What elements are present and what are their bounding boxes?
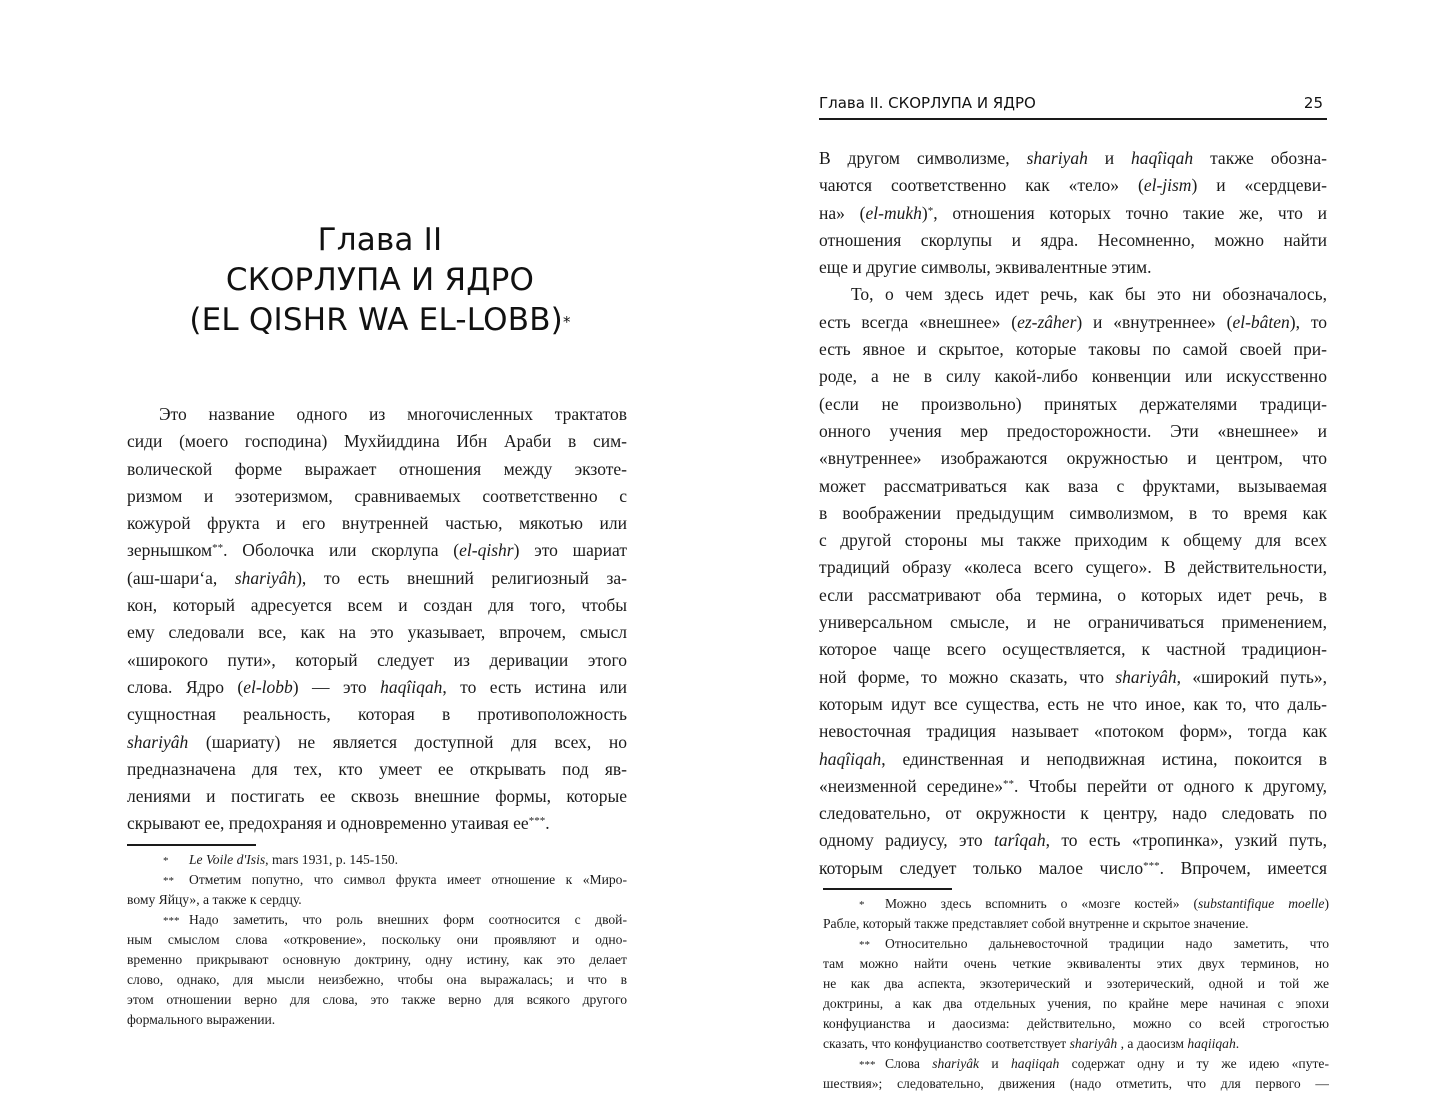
footnote-divider xyxy=(823,888,952,890)
italic-term: shariyah xyxy=(1026,148,1088,168)
italic-term: substantifique moelle xyxy=(1197,896,1325,911)
text-run: ) это шариат xyxy=(513,540,627,561)
italic-term: Le Voile d'Isis xyxy=(189,852,266,867)
italic-term: el-mukh xyxy=(865,202,922,223)
text-line xyxy=(127,729,627,756)
text-line xyxy=(819,827,1327,854)
text-run: также обозна- xyxy=(1193,148,1327,168)
text-run: «широкого пути», который следует из деривации этого xyxy=(127,649,627,670)
text-line xyxy=(819,418,1327,445)
text-line xyxy=(819,609,1327,636)
text-run: ) xyxy=(1324,896,1329,911)
running-head xyxy=(819,92,1327,116)
text-run: невосточная традиция называет «потоком форм», тогда как xyxy=(819,721,1327,742)
italic-term: shariyâh xyxy=(127,731,189,752)
footnote-line xyxy=(823,974,1329,994)
text-line xyxy=(819,309,1327,336)
italic-term: ez-zâher xyxy=(1017,311,1077,332)
text-run: , «широкий путь», xyxy=(1176,666,1327,687)
italic-term: haqiiqah xyxy=(1011,1056,1060,1071)
footnote-line xyxy=(823,994,1329,1014)
text-line xyxy=(819,773,1327,800)
text-run: Слова xyxy=(885,1056,933,1071)
footnote-line xyxy=(823,1074,1329,1094)
text-run: традиций образу «колеса всего сущего». В действительности, xyxy=(819,557,1327,578)
footnote-line xyxy=(823,894,1329,914)
text-line xyxy=(127,647,627,674)
text-run: , mars 1931, p. 145-150. xyxy=(265,852,399,867)
text-line xyxy=(819,800,1327,827)
text-run: на» ( xyxy=(819,202,866,223)
italic-term: el-qishr xyxy=(459,540,514,561)
text-run: , то есть «тропинка», узкий путь, xyxy=(1045,830,1327,851)
text-run: . xyxy=(1235,1036,1240,1051)
text-line xyxy=(127,483,627,510)
text-run: (аш-шари‘а, xyxy=(127,567,235,588)
text-run: ным смыслом слова «откровение», поскольку они проявляют и одно- xyxy=(127,932,627,947)
text-run: чаются соответственно как «тело» ( xyxy=(819,175,1144,196)
text-run: универсальном смысле, и не ограничиваться применением, xyxy=(819,612,1327,633)
text-run: которым идут все существа, есть не что иное, как то, что даль- xyxy=(819,693,1327,714)
text-run: отношения скорлупы и ядра. Несомненно, можно найти xyxy=(819,229,1327,250)
left-page xyxy=(0,0,722,1066)
text-run: и xyxy=(979,1056,1011,1071)
text-run: Рабле, который также представляет собой внутренне и скрытое значение. xyxy=(823,916,1249,931)
text-run: Относительно дальневосточной традиции надо заметить, что xyxy=(885,936,1329,951)
footnotes xyxy=(823,894,1329,1094)
text-line xyxy=(127,428,627,455)
text-run: с другой стороны мы также приходим к общему для всех xyxy=(819,530,1327,551)
text-line xyxy=(127,674,627,701)
italic-term: shariyâk xyxy=(932,1056,980,1071)
footnote xyxy=(823,1054,1329,1094)
text-line xyxy=(819,554,1327,581)
footnote xyxy=(823,934,1329,1054)
right-page xyxy=(722,0,1445,1091)
running-head-rule xyxy=(819,118,1327,120)
text-run: лениями и постигать ее сквозь внешние формы, которые xyxy=(127,786,627,807)
text-run: зернышком xyxy=(127,540,213,561)
text-run: , отношения которых точно такие же, что и xyxy=(933,202,1327,223)
text-run: может рассматриваться как ваза с фруктами, вызываемая xyxy=(819,475,1327,496)
footnote-mark: *** xyxy=(859,1059,876,1071)
footnote-reference: ** xyxy=(212,542,224,555)
italic-term: shariyâh xyxy=(1115,666,1177,687)
text-run: , единственная и неподвижная истина, покоится в xyxy=(881,748,1327,769)
footnote-line xyxy=(127,970,627,990)
text-run: ) и «внутреннее» ( xyxy=(1076,311,1233,332)
footnote-line xyxy=(823,1014,1329,1034)
text-run: и xyxy=(1087,148,1131,168)
italic-term: el-bâten xyxy=(1232,311,1290,332)
body-text xyxy=(819,145,1327,882)
text-run: ), то есть внешний религиозный за- xyxy=(296,567,627,588)
text-run: слово, однако, для мысли неизбежно, чтобы она выражалась; и что в xyxy=(127,972,627,987)
text-run: конфуцианства и даосизма: действительно, можно со всей строгостью xyxy=(823,1016,1329,1031)
body-text xyxy=(127,401,627,838)
text-line xyxy=(819,227,1327,254)
text-run: «внутреннее» изображаются окружностью и центром, что xyxy=(819,448,1327,469)
text-line xyxy=(127,592,627,619)
text-run: ) xyxy=(921,202,928,223)
footnote xyxy=(127,870,627,910)
text-line xyxy=(819,636,1327,663)
text-run: скрывают ее, предохраняя и одновременно утаивая ее xyxy=(127,813,529,834)
footnote-line xyxy=(127,870,627,890)
footnote-line xyxy=(127,910,627,930)
footnote-mark: * xyxy=(859,899,865,911)
text-run: , а даосизм xyxy=(1117,1036,1188,1051)
footnote-line xyxy=(823,934,1329,954)
text-run: онного учения мер предосторожности. Эти «внешнее» и xyxy=(819,420,1327,441)
text-line xyxy=(127,565,627,592)
text-line xyxy=(819,582,1327,609)
text-run: Надо заметить, что роль внешних форм соотносится с двой- xyxy=(189,912,627,927)
text-run: одному радиусу, это xyxy=(819,830,995,851)
text-line xyxy=(819,336,1327,363)
text-line xyxy=(819,473,1327,500)
italic-term: haqîiqah xyxy=(380,676,443,697)
text-run: не как два аспекта, экзотерический и эзотерический, одной и той же xyxy=(823,976,1329,991)
text-line xyxy=(819,172,1327,199)
text-run: в воображении предыдущим символизмом, в то время как xyxy=(819,502,1327,523)
text-run: кон, который адресуется всем и создан для того, чтобы xyxy=(127,595,627,616)
text-run: ) — это xyxy=(292,676,381,697)
footnote-divider xyxy=(127,844,256,846)
text-run: сущностная реальность, которая в противоположность xyxy=(127,704,627,725)
page-number: 25 xyxy=(1303,94,1323,112)
text-run: ) и «сердцеви- xyxy=(1191,175,1327,196)
text-run: этом отношении верно для слова, это также верно для всякого другого xyxy=(127,992,627,1007)
italic-term: haqîiqah xyxy=(819,748,882,769)
text-run: (шариату) не является доступной для всех, но xyxy=(188,731,627,752)
text-run: предназначена для тех, кто умеет ее открывать под яв- xyxy=(127,758,627,779)
text-run: «неизменной середине» xyxy=(819,775,1003,796)
text-run: содержат одну и ту же идею «путе- xyxy=(1059,1056,1329,1071)
italic-term: el-jism xyxy=(1143,175,1192,196)
footnote-line xyxy=(127,950,627,970)
text-line xyxy=(819,145,1327,172)
chapter-title: СКОРЛУПА И ЯДРО xyxy=(225,262,535,298)
italic-term: shariyâh xyxy=(234,567,297,588)
text-run: . xyxy=(545,813,550,834)
italic-term: haqiiqah xyxy=(1187,1036,1236,1051)
footnote-line xyxy=(127,930,627,950)
footnote-line xyxy=(823,954,1329,974)
footnote-reference: ** xyxy=(1003,777,1014,790)
text-line xyxy=(819,445,1327,472)
text-line xyxy=(819,200,1327,227)
text-run: еще и другие символы, эквивалентные этим. xyxy=(819,257,1152,278)
text-run: . Чтобы перейти от одного к другому, xyxy=(1014,775,1327,796)
text-line xyxy=(819,718,1327,745)
text-run: кожурой фрукта и его внутренней частью, мякотью или xyxy=(127,513,627,534)
text-run: ризмом и эзотеризмом, сравниваемых соответственно с xyxy=(127,485,627,506)
footnote-line xyxy=(823,1034,1329,1054)
text-line xyxy=(819,855,1327,882)
italic-term: shariyâh xyxy=(1069,1036,1118,1051)
text-run: если рассматривают оба термина, о которых идет речь, в xyxy=(819,584,1327,605)
chapter-label: Глава II xyxy=(317,222,443,258)
text-line xyxy=(819,254,1327,281)
text-run: следовательно, от окружности к центру, надо следовать по xyxy=(819,803,1327,824)
text-line xyxy=(819,691,1327,718)
text-run: есть всегда «внешнее» ( xyxy=(819,311,1018,332)
italic-term: haqîiqah xyxy=(1130,148,1194,168)
text-line xyxy=(819,363,1327,390)
chapter-heading xyxy=(130,220,630,340)
text-run: , то есть истина или xyxy=(442,676,627,697)
running-head-title: Глава II. СКОРЛУПА И ЯДРО xyxy=(819,94,1036,112)
text-line xyxy=(127,510,627,537)
text-run: временно прикрывают основную доктрину, одну истину, как это делает xyxy=(127,952,627,967)
chapter-subtitle xyxy=(130,300,630,340)
text-line xyxy=(819,746,1327,773)
footnote xyxy=(127,850,627,870)
text-run: ной форме, то можно сказать, что xyxy=(819,666,1116,687)
text-run: слова. Ядро ( xyxy=(127,676,244,697)
text-run: Отметим попутно, что символ фрукта имеет отношение к «Миро- xyxy=(189,872,627,887)
text-run: . Оболочка или скорлупа ( xyxy=(223,540,460,561)
footnote-reference: *** xyxy=(528,815,546,828)
text-run: сказать, что конфуцианство соответствует xyxy=(823,1036,1070,1051)
text-run: есть явное и скрытое, которые таковы по самой своей при- xyxy=(819,339,1327,360)
text-run: То, о чем здесь идет речь, как бы это ни обозначалось, xyxy=(851,284,1327,305)
text-line xyxy=(819,391,1327,418)
text-run: В другом символизме, xyxy=(819,148,1027,168)
text-run: роде, а не в силу какой-либо конвенции или искусственно xyxy=(819,366,1327,387)
footnote-line xyxy=(127,1010,627,1030)
text-line xyxy=(819,527,1327,554)
text-run: сиди (моего господина) Мухйиддина Ибн Араби в сим- xyxy=(127,431,627,452)
text-run: доктрины, а как два отдельных учения, по крайне мере начиная с эпохи xyxy=(823,996,1329,1011)
text-run: Можно здесь вспомнить о «мозге костей» ( xyxy=(885,896,1198,911)
footnote-line xyxy=(127,990,627,1010)
footnote-line xyxy=(823,1054,1329,1074)
text-line xyxy=(127,810,627,837)
text-run: волической форме выражает отношения между экзоте- xyxy=(127,458,627,479)
text-run: . Впрочем, имеется xyxy=(1159,857,1327,878)
text-run: которым следует только малое число xyxy=(819,857,1144,878)
text-line xyxy=(819,281,1327,308)
text-run: которое чаще всего осуществляется, к частной традицион- xyxy=(819,639,1327,660)
footnote-mark: *** xyxy=(163,915,180,927)
footnote-mark: * xyxy=(163,855,169,867)
italic-term: el-lobb xyxy=(243,676,293,697)
footnote-marker: * xyxy=(562,313,571,331)
text-run: там можно найти очень четкие эквиваленты этих двух терминов, но xyxy=(823,956,1329,971)
text-line xyxy=(127,701,627,728)
text-line xyxy=(127,756,627,783)
italic-term: tarîqah xyxy=(994,830,1046,851)
footnote xyxy=(127,910,627,1030)
footnote-mark: ** xyxy=(163,875,174,887)
text-line xyxy=(127,456,627,483)
footnotes xyxy=(127,850,627,1030)
text-run: ему следовали все, как на это указывает, впрочем, смысл xyxy=(127,622,627,643)
text-line xyxy=(819,500,1327,527)
footnote-mark: ** xyxy=(859,939,870,951)
text-line xyxy=(127,783,627,810)
footnote-line xyxy=(127,890,627,910)
text-run: Это название одного из многочисленных трактатов xyxy=(159,404,627,424)
footnote-reference: *** xyxy=(1143,859,1160,872)
footnote-reference: * xyxy=(927,204,934,217)
text-run: (если не произвольно) принятых держателями традици- xyxy=(819,393,1327,414)
text-run: вому Яйцу», а также к сердцу. xyxy=(127,892,302,907)
footnote xyxy=(823,894,1329,934)
text-run: ), то xyxy=(1289,311,1327,332)
footnote-line xyxy=(127,850,627,870)
chapter-subtitle-text: (EL QISHR WA EL-LOBB) xyxy=(189,302,563,338)
text-line xyxy=(819,664,1327,691)
text-line xyxy=(127,401,627,428)
text-run: шествия»; следовательно, движения (надо отметить, что для первого — xyxy=(823,1076,1329,1091)
text-line xyxy=(127,537,627,564)
text-run: формального выражении. xyxy=(127,1012,276,1027)
footnote-line xyxy=(823,914,1329,934)
text-line xyxy=(127,619,627,646)
